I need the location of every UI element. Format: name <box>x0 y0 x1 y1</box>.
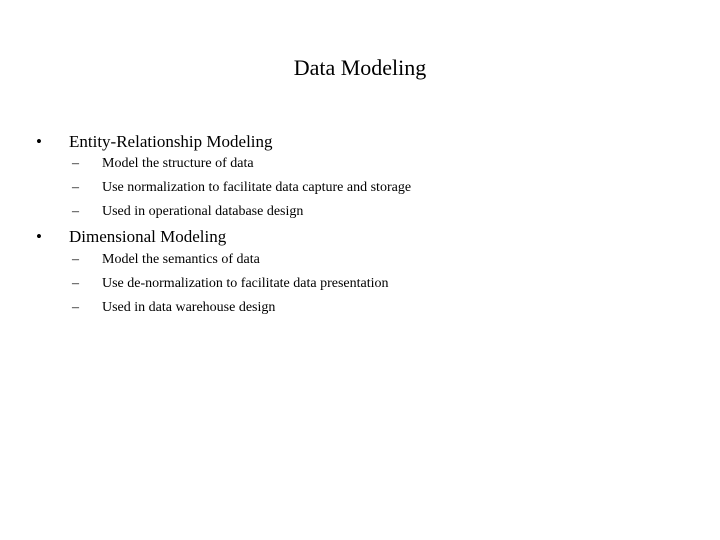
slide-title: Data Modeling <box>293 55 427 80</box>
